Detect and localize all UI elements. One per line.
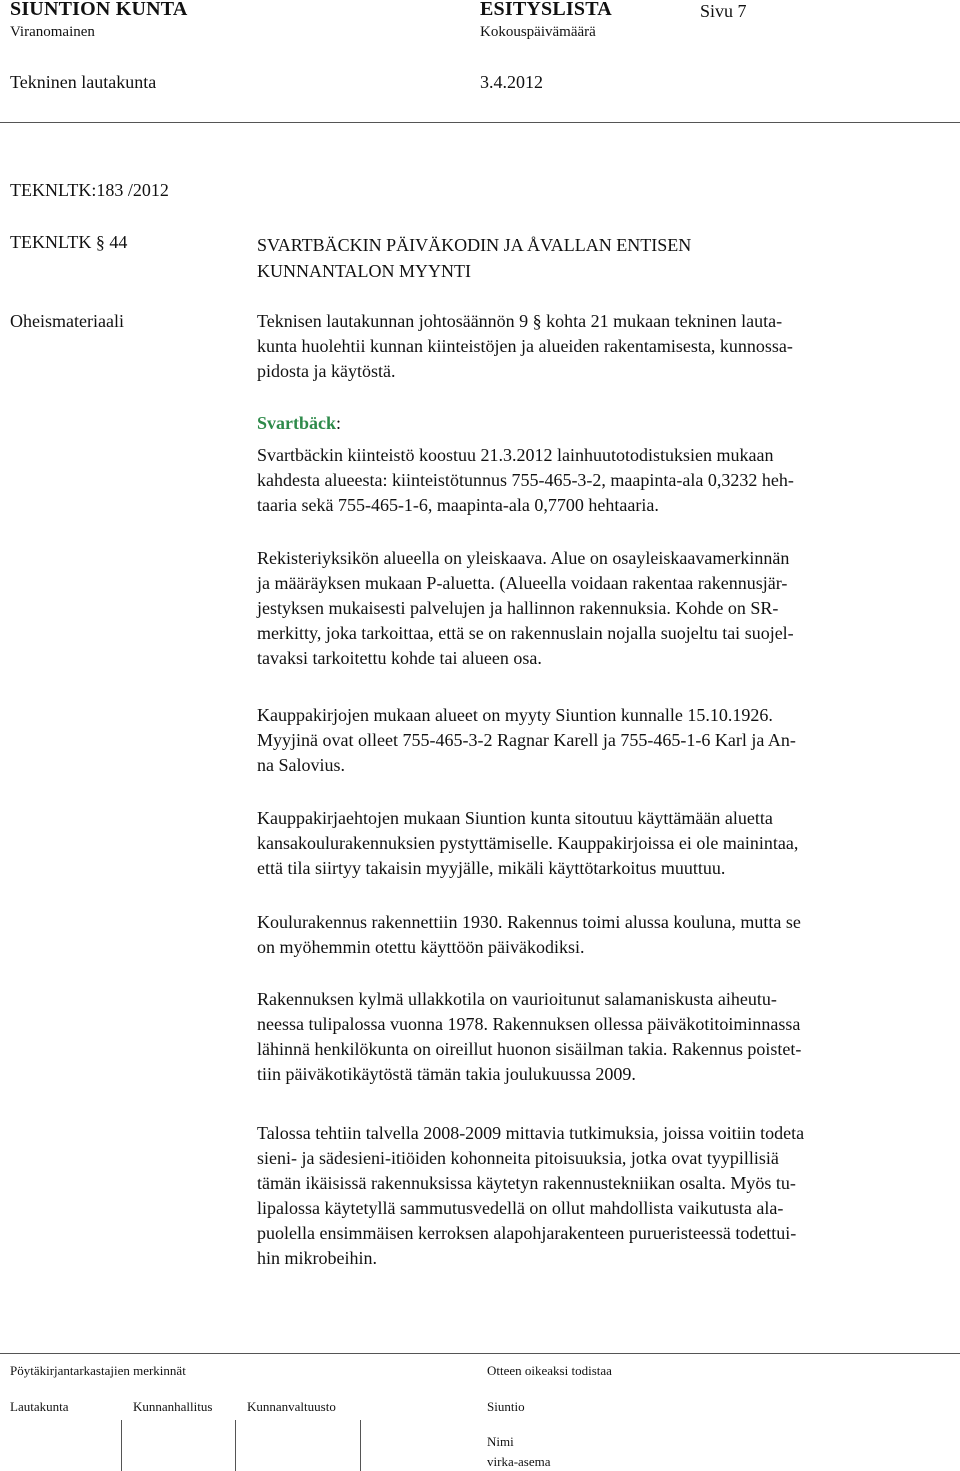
paragraph-line: on myöhemmin otettu käyttöön päiväkodiksi. bbox=[257, 937, 585, 957]
footer-column-divider bbox=[360, 1420, 361, 1471]
body-lautakunta: Lautakunta bbox=[10, 1399, 69, 1414]
paragraph-line: jestyksen mukaisesti palvelujen ja hallinnon rakennuksia. Kohde on SR- bbox=[257, 598, 779, 618]
paragraph-line: taaria sekä 755-465-1-6, maapinta-ala 0,7700 hehtaaria. bbox=[257, 495, 659, 515]
paragraph-line: Rakennuksen kylmä ullakkotila on vaurioitunut salamaniskusta aiheutu- bbox=[257, 989, 777, 1009]
paragraph-deed-terms bbox=[257, 806, 957, 881]
subheading-text: Svartbäck bbox=[257, 413, 337, 433]
paragraph-line: Rekisteriyksikön alueella on yleiskaava. Alue on osayleiskaavamerkinnän bbox=[257, 548, 790, 568]
paragraph-line: merkitty, joka tarkoittaa, että se on rakennuslain nojalla suojeltu tai suojel- bbox=[257, 623, 794, 643]
paragraph-line: na Salovius. bbox=[257, 755, 345, 775]
paragraph-studies bbox=[257, 1121, 957, 1271]
footer-column-divider bbox=[121, 1420, 122, 1471]
paragraph-zoning bbox=[257, 546, 957, 671]
footer-divider bbox=[0, 1353, 960, 1354]
intro-paragraph bbox=[257, 309, 957, 384]
inspectors-label: Pöytäkirjantarkastajien merkinnät bbox=[10, 1363, 186, 1378]
paragraph-deeds bbox=[257, 703, 957, 778]
meeting-date: 3.4.2012 bbox=[480, 72, 543, 92]
authority-name: Tekninen lautakunta bbox=[10, 72, 157, 92]
header-divider bbox=[0, 122, 960, 123]
footer-column-divider bbox=[235, 1420, 236, 1471]
municipality-name: SIUNTION KUNTA bbox=[10, 0, 188, 20]
paragraph-line: että tila siirtyy takaisin myyjälle, mikäli käyttötarkoitus muuttuu. bbox=[257, 858, 726, 878]
paragraph-line: Teknisen lautakunnan johtosäännön 9 § kohta 21 mukaan tekninen lauta- bbox=[257, 311, 783, 331]
section-number: TEKNLTK § 44 bbox=[10, 232, 128, 252]
position-label: virka-asema bbox=[487, 1454, 551, 1469]
paragraph-line: tavaksi tarkoitettu kohde tai alueen osa. bbox=[257, 648, 542, 668]
paragraph-line: Myyjinä ovat olleet 755-465-3-2 Ragnar Karell ja 755-465-1-6 Karl ja An- bbox=[257, 730, 796, 750]
document-type: ESITYSLISTA bbox=[480, 0, 612, 20]
paragraph-line: tiin päiväkotikäytöstä tämän takia joulukuussa 2009. bbox=[257, 1064, 636, 1084]
paragraph-line: neessa tulipalossa vuonna 1978. Rakennuksen ollessa päiväkotitoiminnassa bbox=[257, 1014, 801, 1034]
paragraph-line: Talossa tehtiin talvella 2008-2009 mittavia tutkimuksia, joissa voitiin todeta bbox=[257, 1123, 805, 1143]
paragraph-line: kansakoulurakennuksien pystyttämiselle. Kauppakirjoissa ei ole mainintaa, bbox=[257, 833, 799, 853]
paragraph-school-building bbox=[257, 910, 957, 960]
paragraph-damage bbox=[257, 987, 957, 1087]
paragraph-line: Svartbäckin kiinteistö koostuu 21.3.2012 lainhuutotodistuksien mukaan bbox=[257, 445, 774, 465]
paragraph-line: Kauppakirjojen mukaan alueet on myyty Siuntion kunnalle 15.10.1926. bbox=[257, 705, 773, 725]
paragraph-line: sieni- ja sädesieni-itiöiden kohonneita pitoisuuksia, jotka ovat tyypillisiä bbox=[257, 1148, 779, 1168]
paragraph-line: Kauppakirjaehtojen mukaan Siuntion kunta sitoutuu käyttämään aluetta bbox=[257, 808, 773, 828]
paragraph-line: ja määräyksen mukaan P-aluetta. (Alueella voidaan rakentaa rakennusjär- bbox=[257, 573, 788, 593]
subheading bbox=[257, 413, 341, 434]
paragraph-property bbox=[257, 443, 957, 518]
paragraph-line: hin mikrobeihin. bbox=[257, 1248, 377, 1268]
case-title-line: KUNNANTALON MYYNTI bbox=[257, 261, 472, 281]
meeting-date-label: Kokouspäivämäärä bbox=[480, 24, 596, 40]
authority-label: Viranomainen bbox=[10, 24, 95, 40]
case-title-line: SVARTBÄCKIN PÄIVÄKODIN JA ÅVALLAN ENTISEN bbox=[257, 235, 692, 255]
case-title bbox=[257, 232, 691, 284]
paragraph-line: Koulurakennus rakennettiin 1930. Rakennus toimi alussa kouluna, mutta se bbox=[257, 912, 801, 932]
paragraph-line: puolella ensimmäisen kerroksen alapohjarakenteen purueristeessä todettui- bbox=[257, 1223, 797, 1243]
paragraph-line: lipalossa käytetyllä sammutusvedellä on ollut mahdollista vaikutusta ala- bbox=[257, 1198, 784, 1218]
case-reference: TEKNLTK:183 /2012 bbox=[10, 180, 169, 200]
page-number: Sivu 7 bbox=[700, 1, 747, 21]
body-kunnanvaltuusto: Kunnanvaltuusto bbox=[247, 1399, 336, 1414]
paragraph-line: lähinnä henkilökunta on oireillut huonon sisäilman takia. Rakennus poistet- bbox=[257, 1039, 802, 1059]
body-kunnanhallitus: Kunnanhallitus bbox=[133, 1399, 213, 1414]
attachments-label: Oheismateriaali bbox=[10, 311, 124, 331]
body-siuntio: Siuntio bbox=[487, 1399, 525, 1414]
subheading-colon: : bbox=[336, 413, 342, 433]
paragraph-line: kunta huolehtii kunnan kiinteistöjen ja alueiden rakentamisesta, kunnossa- bbox=[257, 336, 793, 356]
certified-label: Otteen oikeaksi todistaa bbox=[487, 1363, 612, 1378]
paragraph-line: tämän ikäisissä rakennuksissa käytetyn rakennustekniikan osalta. Myös tu- bbox=[257, 1173, 796, 1193]
paragraph-line: kahdesta alueesta: kiinteistötunnus 755-465-3-2, maapinta-ala 0,3232 heh- bbox=[257, 470, 794, 490]
name-label: Nimi bbox=[487, 1434, 514, 1449]
paragraph-line: pidosta ja käytöstä. bbox=[257, 361, 396, 381]
